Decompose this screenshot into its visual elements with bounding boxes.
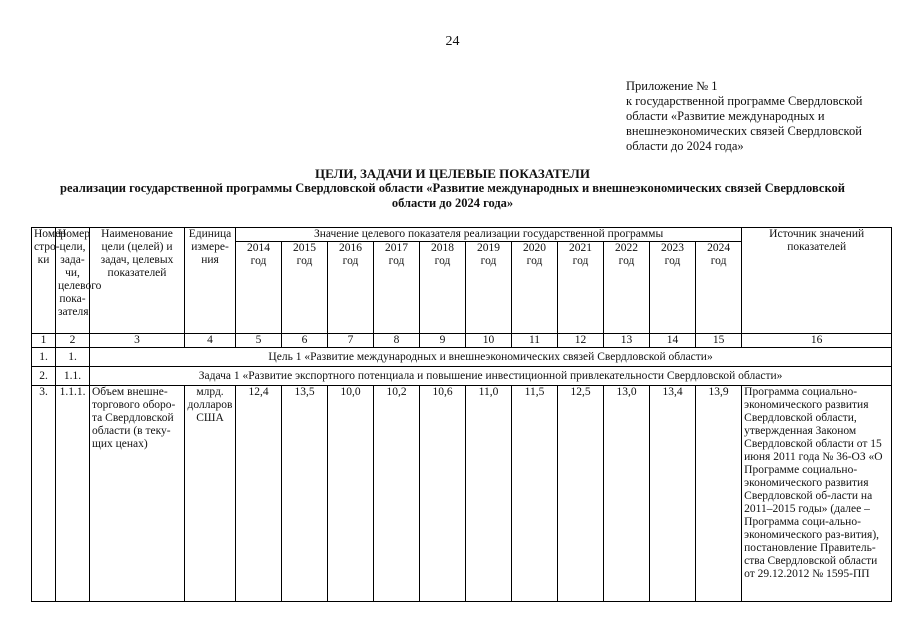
- annex-line: внешнеэкономических связей Свердловской: [626, 124, 862, 138]
- header-year: 2024 год: [696, 242, 742, 334]
- indicator-value: 13,4: [650, 386, 696, 602]
- annex-line: Приложение № 1: [626, 79, 718, 93]
- indicator-value: 13,5: [282, 386, 328, 602]
- indicator-value: 10,2: [374, 386, 420, 602]
- indicator-value: 11,5: [512, 386, 558, 602]
- header-name: Наименование цели (целей) и задач, целевых показателей: [90, 228, 185, 334]
- annex-line: к государственной программе Свердловской: [626, 94, 863, 108]
- row-number: 3.: [32, 386, 56, 602]
- header-year: 2018 год: [420, 242, 466, 334]
- annex-line: области «Развитие международных и: [626, 109, 825, 123]
- indicator-value: 12,4: [236, 386, 282, 602]
- title-subheading: реализации государственной программы Свердловской области «Развитие международных и внешнеэкономических связей Свердловской: [60, 181, 845, 195]
- indicator-value: 10,0: [328, 386, 374, 602]
- goal-title: Цель 1 «Развитие международных и внешнеэкономических связей Свердловской области»: [90, 348, 892, 367]
- header-values-group: Значение целевого показателя реализации государственной программы: [236, 228, 742, 242]
- task-code: 1.1.: [56, 367, 90, 386]
- task-title: Задача 1 «Развитие экспортного потенциала и повышение инвестиционной привлекательности Свердловской области»: [90, 367, 892, 386]
- title-subheading: области до 2024 года»: [391, 196, 514, 210]
- column-number: 13: [604, 334, 650, 348]
- column-number: 5: [236, 334, 282, 348]
- column-number: 16: [742, 334, 892, 348]
- header-year: 2016 год: [328, 242, 374, 334]
- indicator-value: 13,0: [604, 386, 650, 602]
- table-row: [32, 348, 892, 367]
- indicator-name: Объем внешне-торгового оборо-та Свердловской области (в теку-щих ценах): [90, 386, 185, 602]
- table-row: [32, 367, 892, 386]
- column-number: 1: [32, 334, 56, 348]
- header-year: 2019 год: [466, 242, 512, 334]
- document-title: [20, 166, 885, 211]
- header-year: 2022 год: [604, 242, 650, 334]
- header-source: Источник значений показателей: [742, 228, 892, 334]
- indicator-code: 1.1.1.: [56, 386, 90, 602]
- header-row-number: Номер стро-ки: [32, 228, 56, 334]
- column-number: 3: [90, 334, 185, 348]
- header-year: 2020 год: [512, 242, 558, 334]
- indicator-value: 11,0: [466, 386, 512, 602]
- annex-note: [626, 79, 896, 154]
- header-unit: Единица измере-ния: [185, 228, 236, 334]
- page-number: 24: [445, 34, 460, 49]
- indicators-table: [31, 227, 892, 602]
- column-number: 14: [650, 334, 696, 348]
- header-year: 2014 год: [236, 242, 282, 334]
- column-number: 15: [696, 334, 742, 348]
- column-numbers-row: [32, 334, 892, 348]
- column-number: 8: [374, 334, 420, 348]
- header-year: 2015 год: [282, 242, 328, 334]
- table-row: [32, 386, 892, 602]
- column-number: 2: [56, 334, 90, 348]
- indicator-source: Программа социально-экономического развития Свердловской области, утвержденная Законом Свердловской области от 15 июня 2011 года № 36-ОЗ «О Программе социально-экономического развития Свердловской об-ласти на 2011–2015 годы» (далее – Программа соци-ально-экономического раз-вития), постановление Правитель-ства Свердловской области от 29.12.2012 № 1595-ПП: [742, 386, 892, 602]
- column-number: 9: [420, 334, 466, 348]
- table-header-row: [32, 228, 892, 242]
- title-heading: ЦЕЛИ, ЗАДАЧИ И ЦЕЛЕВЫЕ ПОКАЗАТЕЛИ: [315, 166, 590, 181]
- column-number: 12: [558, 334, 604, 348]
- column-number: 10: [466, 334, 512, 348]
- header-year: 2023 год: [650, 242, 696, 334]
- column-number: 4: [185, 334, 236, 348]
- column-number: 6: [282, 334, 328, 348]
- row-number: 2.: [32, 367, 56, 386]
- indicator-unit: млрд. долларов США: [185, 386, 236, 602]
- indicator-value: 13,9: [696, 386, 742, 602]
- header-year: 2017 год: [374, 242, 420, 334]
- column-number: 11: [512, 334, 558, 348]
- annex-line: области до 2024 года»: [626, 139, 744, 153]
- goal-code: 1.: [56, 348, 90, 367]
- indicator-value: 10,6: [420, 386, 466, 602]
- column-number: 7: [328, 334, 374, 348]
- header-goal-number: Номер цели, зада-чи, целевого пока-зателя: [56, 228, 90, 334]
- header-year: 2021 год: [558, 242, 604, 334]
- row-number: 1.: [32, 348, 56, 367]
- indicator-value: 12,5: [558, 386, 604, 602]
